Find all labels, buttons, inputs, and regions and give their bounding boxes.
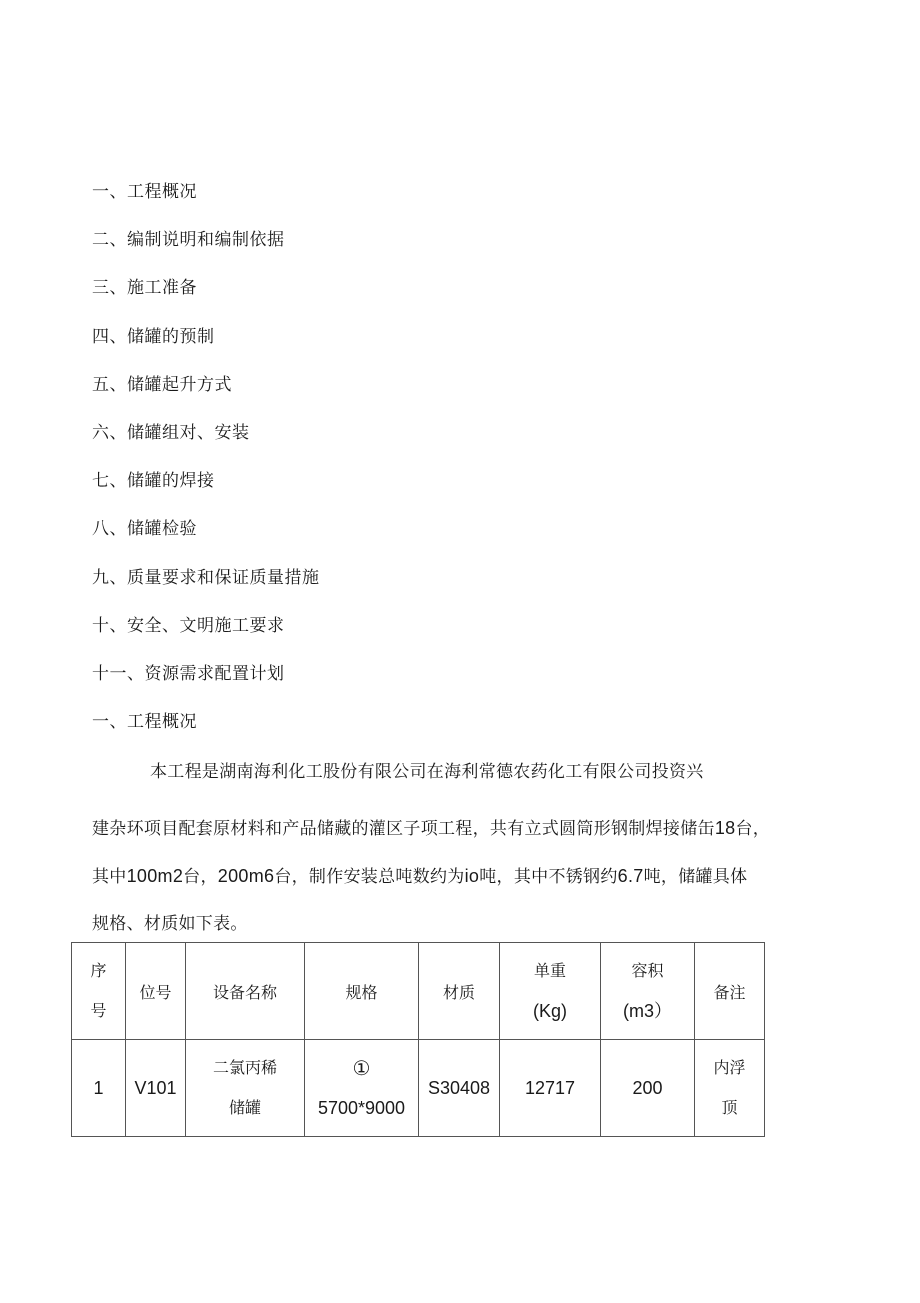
header-name: 设备名称 [186,943,305,1040]
header-text: 号 [90,1001,107,1020]
header-seq [72,943,126,1040]
cell-text: 内浮 [713,1058,746,1077]
header-text: 序 [90,961,107,980]
cell-text: 储罐 [228,1098,261,1117]
toc-item: 十一、资源需求配置计划 [92,663,285,684]
paragraph-line [92,853,832,901]
number-run: 18 [714,818,736,838]
number-run: 200m6 [217,866,275,886]
cell-remark [695,1040,765,1137]
toc-item: 二、编制说明和编制依据 [92,230,285,251]
toc-item: 五、储罐起升方式 [92,374,232,395]
toc-item: 一、工程概况 [92,182,197,202]
paragraph-line [92,805,832,853]
cell-text: 二氯丙稀 [212,1058,277,1077]
cell-volume: 200 [601,1040,695,1137]
toc-item: 七、储罐的焊接 [92,471,215,492]
number-run: 6.7 [617,866,644,886]
cell-position: V101 [126,1040,186,1137]
text-run: 台，制作安装总吨数约为 [274,867,465,887]
cell-spec [305,1040,419,1137]
header-text: 单重 [533,961,566,980]
header-remark: 备注 [695,943,765,1040]
text-run: 建杂环项目配套原材料和产品储藏的灌区子项工程，共有立式圆筒形钢制焊接储缶 [92,819,715,839]
tank-spec-table [71,942,765,1137]
table-row [72,1040,765,1137]
toc-item: 八、储罐检验 [92,519,197,540]
cell-text: 5700*9000 [317,1098,406,1118]
toc-item: 三、施工准备 [92,278,197,299]
table-of-contents [92,178,320,708]
toc-item: 十、安全、文明施工要求 [92,615,285,636]
header-spec: 规格 [305,943,419,1040]
number-run: io [464,866,480,886]
text-run: 吨，其中不锈钢约 [479,867,618,887]
paragraph-line: 规格、材质如下表。 [92,914,248,934]
cell-weight: 12717 [500,1040,601,1137]
header-text: 容积 [631,961,664,980]
section-heading: 一、工程概况 [92,712,197,732]
cell-seq: 1 [72,1040,126,1137]
paragraph-line: 本工程是湖南海利化工股份有限公司在海利常德农药化工有限公司投资兴 [150,762,704,782]
table-header-row [72,943,765,1040]
number-run: 100m2 [126,866,184,886]
header-text: (Kg) [532,1001,567,1021]
cell-text: ① [352,1056,371,1080]
toc-item: 六、储罐组对、安装 [92,422,250,443]
cell-name [186,1040,305,1137]
toc-item: 九、质量要求和保证质量措施 [92,567,320,588]
header-position: 位号 [126,943,186,1040]
text-run: 吨，储罐具体 [643,867,748,887]
header-material: 材质 [419,943,500,1040]
cell-text: 顶 [721,1098,738,1117]
header-text: (m3） [623,1001,672,1021]
header-weight [500,943,601,1040]
text-run: 台， [183,867,218,887]
header-volume [601,943,695,1040]
cell-material: S30408 [419,1040,500,1137]
toc-item: 四、储罐的预制 [92,326,215,347]
text-run: 台， [735,819,771,839]
text-run: 其中 [92,867,127,887]
intro-paragraph [92,758,832,948]
